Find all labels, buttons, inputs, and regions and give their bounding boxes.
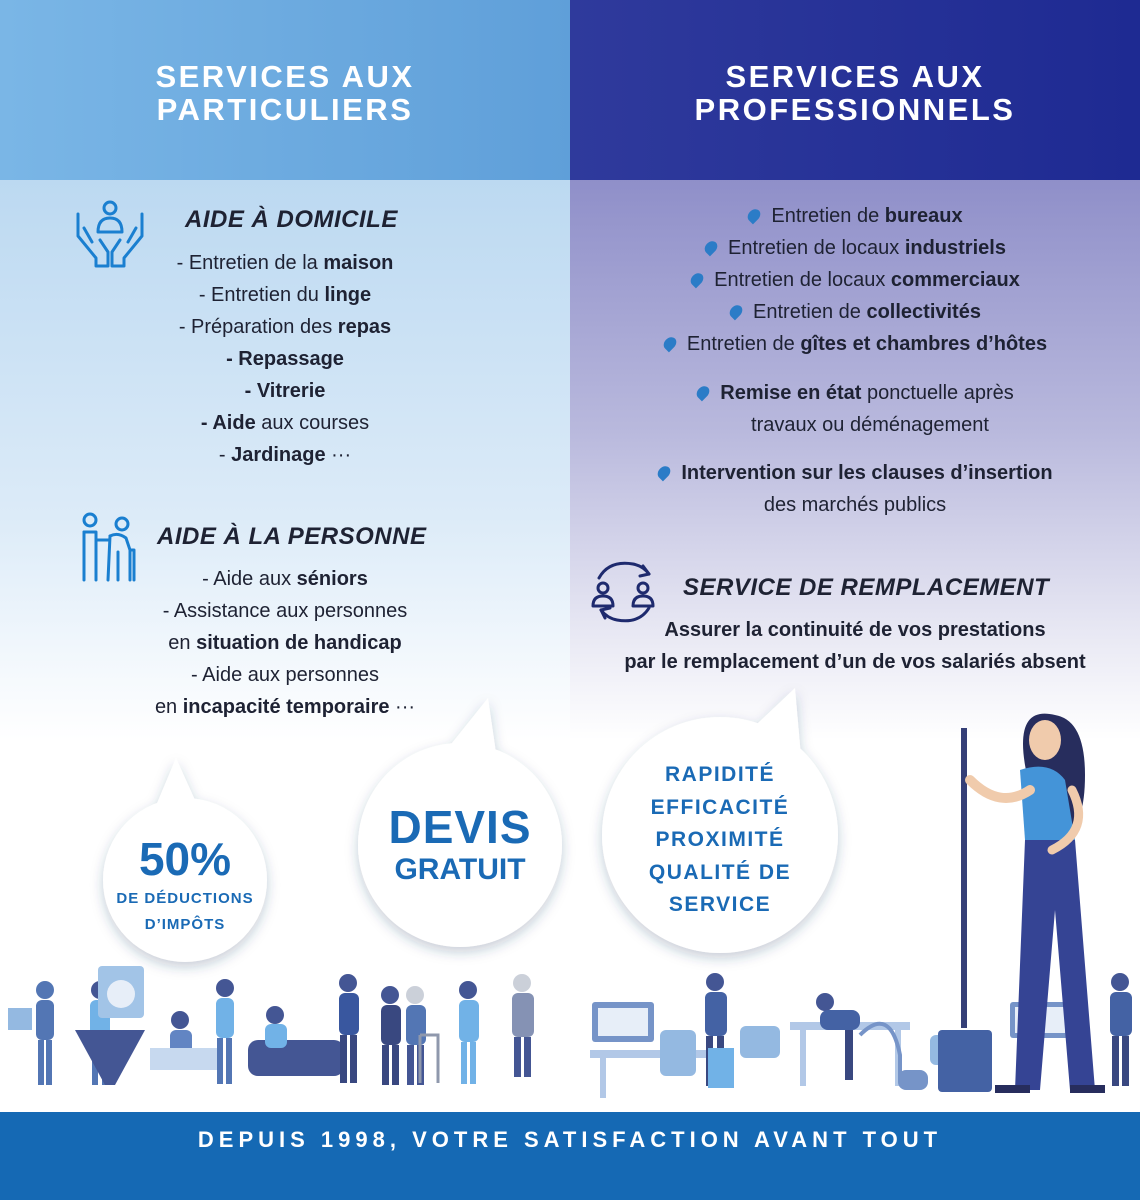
footer-banner (0, 1112, 1140, 1200)
tax-deduction-bubble: 50% DE DÉDUCTIONS D’IMPÔTS (116, 833, 254, 933)
list-item: en incapacité temporaire ··· (154, 696, 416, 718)
list-item: - Assistance aux personnes (162, 600, 408, 622)
intervention-clauses: Intervention sur les clauses d’insertion des marchés publics (570, 457, 1140, 521)
list-item: Entretien de gîtes et chambres d’hôtes (570, 328, 1140, 360)
header-professionnels-title: SERVICES AUX PROFESSIONNELS (694, 59, 1016, 127)
devis-gratuit-bubble: DEVIS GRATUIT (388, 801, 532, 886)
list-item: Entretien de locaux commerciaux (570, 264, 1140, 296)
header-particuliers-title: SERVICES AUX PARTICULIERS (155, 59, 415, 127)
values-bubble: RAPIDITÉ EFFICACITÉ PROXIMITÉ QUALITÉ DE SERVICE (648, 763, 792, 916)
list-item: - Repassage (226, 348, 344, 370)
list-item: - Jardinage ··· (218, 444, 352, 466)
list-item: - Aide aux séniors (202, 568, 368, 590)
list-item: en situation de handicap (168, 632, 402, 654)
aide-personne-title: AIDE À LA PERSONNE (157, 523, 427, 550)
list-item: - Entretien du linge (198, 284, 372, 306)
remplacement-title: SERVICE DE REMPLACEMENT (683, 574, 1050, 601)
list-item: Entretien de bureaux (570, 200, 1140, 232)
list-item: Entretien de locaux industriels (570, 232, 1140, 264)
people-illustration (0, 690, 1140, 1112)
list-item: - Préparation des repas (178, 316, 392, 338)
list-item: Entretien de collectivités (570, 296, 1140, 328)
aide-domicile-title: AIDE À DOMICILE (185, 206, 398, 233)
list-item: - Vitrerie (244, 380, 326, 402)
remplacement-text: Assurer la continuité de vos prestations par le remplacement d’un de vos salariés absent (624, 619, 1086, 673)
list-item: - Aide aux personnes (191, 664, 379, 686)
footer-slogan: DEPUIS 1998, VOTRE SATISFACTION AVANT TOUT (197, 1127, 943, 1152)
list-item: - Entretien de la maison (176, 252, 394, 274)
remise-en-etat: Remise en état ponctuelle après travaux ou déménagement (570, 377, 1140, 441)
list-item: - Aide aux courses (200, 412, 370, 434)
